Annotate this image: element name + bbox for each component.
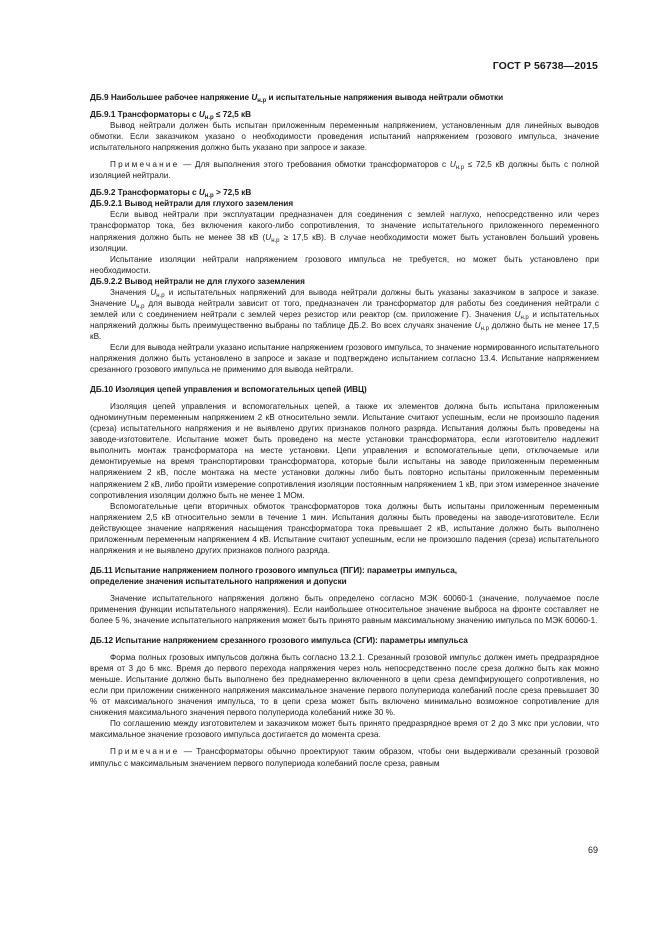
paragraph: Значения $U_{н.р}$ и испытательных напряжений для вывода нейтрали должны быть указаны заказчиком в запросе и заказе. Значение $U_{н.р}$ для вывода нейтрали зависит от того, предназначен ли трансформатор для работы без соединения нейтрали с землей или с соединением нейтрали с землей через резистор или реактор (см. приложение Г). Значения $U_{н.р}$ и испытательных напряжений должны быть преимущественно выбраны по таблице ДБ.2. Во всех случаях значение $U_{н.р}$ должно быть не менее 17,5 кВ. xyxy=(90,287,599,341)
section-heading-db11-line2: определение значения испытательного напряжения и допуски xyxy=(90,576,347,586)
subsection-heading-db9-2-2: ДБ.9.2.2 Вывод нейтрали не для глухого заземления xyxy=(90,276,305,286)
subsection-heading-db9-1: ДБ.9.1 Трансформаторы с $U_{н.р} \le 72,5$ кВ xyxy=(90,110,251,122)
subsection-heading-db9-2: ДБ.9.2 Трансформаторы с $U_{н.р} > 72,5$ кВ xyxy=(90,188,252,200)
section-heading-db9: ДБ.9 Наибольшее рабочее напряжение $U_{н.р}$ и испытательные напряжения вывода нейтрали обмотки xyxy=(90,93,504,104)
paragraph: Форма полных грозовых импульсов должна быть согласно 13.2.1. Срезанный грозовой импульс должен иметь предразрядное время от 3 до 6 мкс. Время до первого перехода напряжения через ноль непосредственно после среза должно быть как можно меньше. Испытание должно быть выполнено без преднамеренно включенного в цепи среза демпфирующего сопротивления, но если при приложении сниженного напряжения максимальное значение первого полупериода колебаний после среза превышает 30 % от максимального значения импульса, то в цепи среза может быть включено минимально возможное сопротивление для снижения максимального значения первого полупериода колебаний ниже 30 %. xyxy=(90,653,599,718)
paragraph: По соглашению между изготовителем и заказчиком может быть принято предразрядное время от 2 до 3 мкс при условии, что максимальное значение грозового импульса достигается до момента среза. xyxy=(90,719,599,740)
paragraph: Вспомогательные цепи вторичных обмоток трансформаторов тока должны быть испытаны приложенным переменным напряжением 2,5 кВ относительно земли в течение 1 мин. Испытания должны быть проведены на заводе-изготовителе. Если действующее значение напряжения насыщения трансформатора тока превышает 2 кВ, испытание должно быть выполнено приложенным переменным напряжением 4 кВ. Испытание считают успешным, если не произошло падения (среза) испытательного напряжения и не выявлено других признаков полного разряда. xyxy=(90,501,599,555)
section-heading-db12: ДБ.12 Испытание напряжением срезанного грозового импульса (СГИ): параметры импульса xyxy=(90,636,468,646)
paragraph: Испытание изоляции нейтрали напряжением грозового импульса не требуется, но может быть установлено при необходимости. xyxy=(90,254,599,275)
paragraph: Вывод нейтрали должен быть испытан приложенным переменным напряжением, установленным для линейных выводов обмотки. Если заказчиком указано о необходимости проведения испытаний напряжением грозового импульса, значение испытательного напряжения должно быть указано при запросе и заказе. xyxy=(90,121,599,153)
paragraph: Если вывод нейтрали при эксплуатации предназначен для соединения с землей наглухо, непосредственно или через трансформатор тока, без включения какого-либо сопротивления, то значение испытательного приложенного переменного напряжения должно быть не менее 38 кВ ($U_{н.р} \ge 17,5$ кВ). В случае необходимости может быть установлен больший уровень изоляции. xyxy=(90,210,600,253)
paragraph: Значение испытательного напряжения должно быть определено согласно МЭК 60060-1 (значение, получаемое после применения функции испытательного напряжения). Если наибольшее относительное значение выброса на фронте составляет не более 5 %, значение испытательного напряжения может быть принято равным максимальному значению импульса по МЭК 60060-1. xyxy=(90,593,599,626)
section-heading-db10: ДБ.10 Изоляция цепей управления и вспомогательных цепей (ИВЦ) xyxy=(90,385,367,395)
page-content xyxy=(90,92,599,769)
note: Примечание — Для выполнения этого требования обмотки трансформаторов с $U_{н.р} \le 72,5$ кВ должны быть с полной изоляцией нейтрали. xyxy=(90,160,599,181)
note: Примечание — Трансформаторы обычно проектируют таким образом, чтобы они выдерживали срезанный грозовой импульс с максимальным значением первого полупериода колебаний после среза, равным xyxy=(90,747,599,768)
subsection-heading-db9-2-1: ДБ.9.2.1 Вывод нейтрали для глухого заземления xyxy=(90,199,294,209)
paragraph: Изоляция цепей управления и вспомогательных цепей, а также их элементов должна быть испытана приложенным одноминутным переменным напряжением 2 кВ относительно земли. Испытание считают успешным, если не произошло падения (среза) испытательного напряжения и не выявлено других признаков полного разряда. Испытания должны быть проведены на заводе-изготовителе. Испытание может быть проведено на месте установки трансформатора, если изготовителю надлежит выполнить монтаж трансформатора на месте установки. Цепи управления и вспомогательные цепи, отключаемые или демонтируемые на время транспортировки трансформатора, которые были испытаны на заводе приложенным переменным напряжением 2 кВ, после монтажа на месте установки должны либо быть повторно испытаны приложенным переменным напряжением 2 кВ, либо пройти измерение сопротивления изоляции постоянным напряжением 1 кВ, при этом измеренное значение сопротивления изоляции должно быть не менее 1 МОм. xyxy=(90,402,599,500)
page-number: 69 xyxy=(587,845,598,855)
section-heading-db11: ДБ.11 Испытание напряжением полного грозового импульса (ПГИ): параметры импульса, xyxy=(90,565,458,575)
document-id-header: ГОСТ Р 56738—2015 xyxy=(492,60,598,72)
paragraph: Если для вывода нейтрали указано испытание напряжением грозового импульса, то значение нормированного испытательного напряжения должно быть установлено в запросе и заказе и подтверждено испытанием согласно 13.4. Испытание напряжением срезанного грозового импульса не применимо для вывода нейтрали. xyxy=(90,342,599,375)
